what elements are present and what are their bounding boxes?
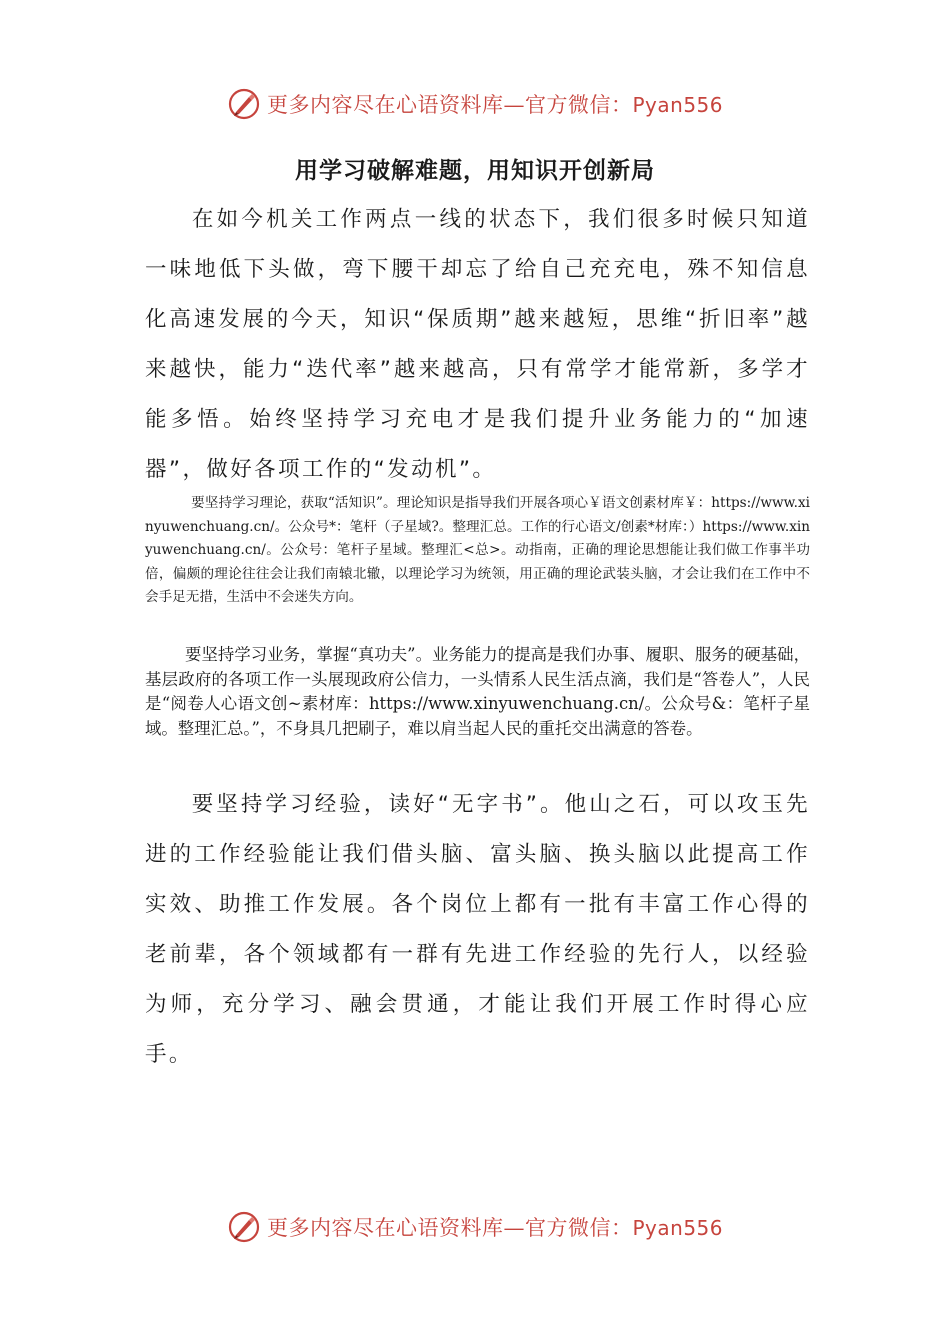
banner-label: 更多内容尽在心语资料库—官方微信： [266, 93, 633, 117]
pen-logo-icon [227, 1210, 261, 1244]
paragraph-intro-text: 在如今机关工作两点一线的状态下，我们很多时候只知道一味地低下头做，弯下腰干却忘了给自己充充电，殊不知信息化高速发展的今天，知识“保质期”越来越短，思维“折旧率”越来越快，能力“迭代率”越来越高，只有常学才能常新，多学才能多悟。始终坚持学习充电才是我们提升业务能力的“加速器”，做好各项工作的“发动机”。 [145, 207, 810, 482]
header-banner [0, 82, 950, 126]
banner-label: 更多内容尽在心语资料库—官方微信： [266, 1216, 633, 1240]
footer-banner [0, 1205, 950, 1249]
pen-logo-icon [227, 87, 261, 121]
banner-text [267, 1212, 723, 1242]
page-title: 用学习破解难题，用知识开创新局 [295, 157, 655, 184]
banner-wechat-id: Pyan556 [632, 1216, 723, 1240]
paragraph-experience-text: 要坚持学习经验，读好“无字书”。他山之石，可以攻玉先进的工作经验能让我们借头脑、富头脑、换头脑以此提高工作实效、助推工作发展。各个岗位上都有一批有丰富工作心得的老前辈，各个领域都有一群有先进工作经验的先行人，以经验为师，充分学习、融会贯通，才能让我们开展工作时得心应手。 [145, 792, 810, 1067]
banner-wechat-id: Pyan556 [632, 93, 723, 117]
paragraph-theory-text: 要坚持学习理论，获取“活知识”。理论知识是指导我们开展各项心￥语文创素材库￥：https://www.xinyuwenchuang.cn/。公众号*：笔杆（子星域?。整理汇总。工作的行心语文/创素*材库：）https://www.xinyuwenchuang.cn/。公众号：笔杆子星域。整理汇<总>。动指南，正确的理论思想能让我们做工作事半功倍，偏颇的理论往往会让我们南辕北辙，以理论学习为统领，用正确的理论武装头脑，才会让我们在工作中不会手足无措，生活中不会迷失方向。 [145, 495, 810, 605]
paragraph-experience [145, 780, 810, 1080]
paragraph-intro [145, 195, 810, 495]
paragraph-theory [145, 492, 810, 610]
paragraph-business [145, 643, 810, 741]
paragraph-business-text: 要坚持学习业务，掌握“真功夫”。业务能力的提高是我们办事、履职、服务的硬基础，基层政府的各项工作一头展现政府公信力，一头情系人民生活点滴，我们是“答卷人”，人民是“阅卷人心语文创~素材库：https://www.xinyuwenchuang.cn/。公众号&：笔杆子星域。整理汇总。”，不身具几把刷子，难以肩当起人民的重托交出满意的答卷。 [145, 645, 810, 738]
banner-text [267, 89, 723, 119]
